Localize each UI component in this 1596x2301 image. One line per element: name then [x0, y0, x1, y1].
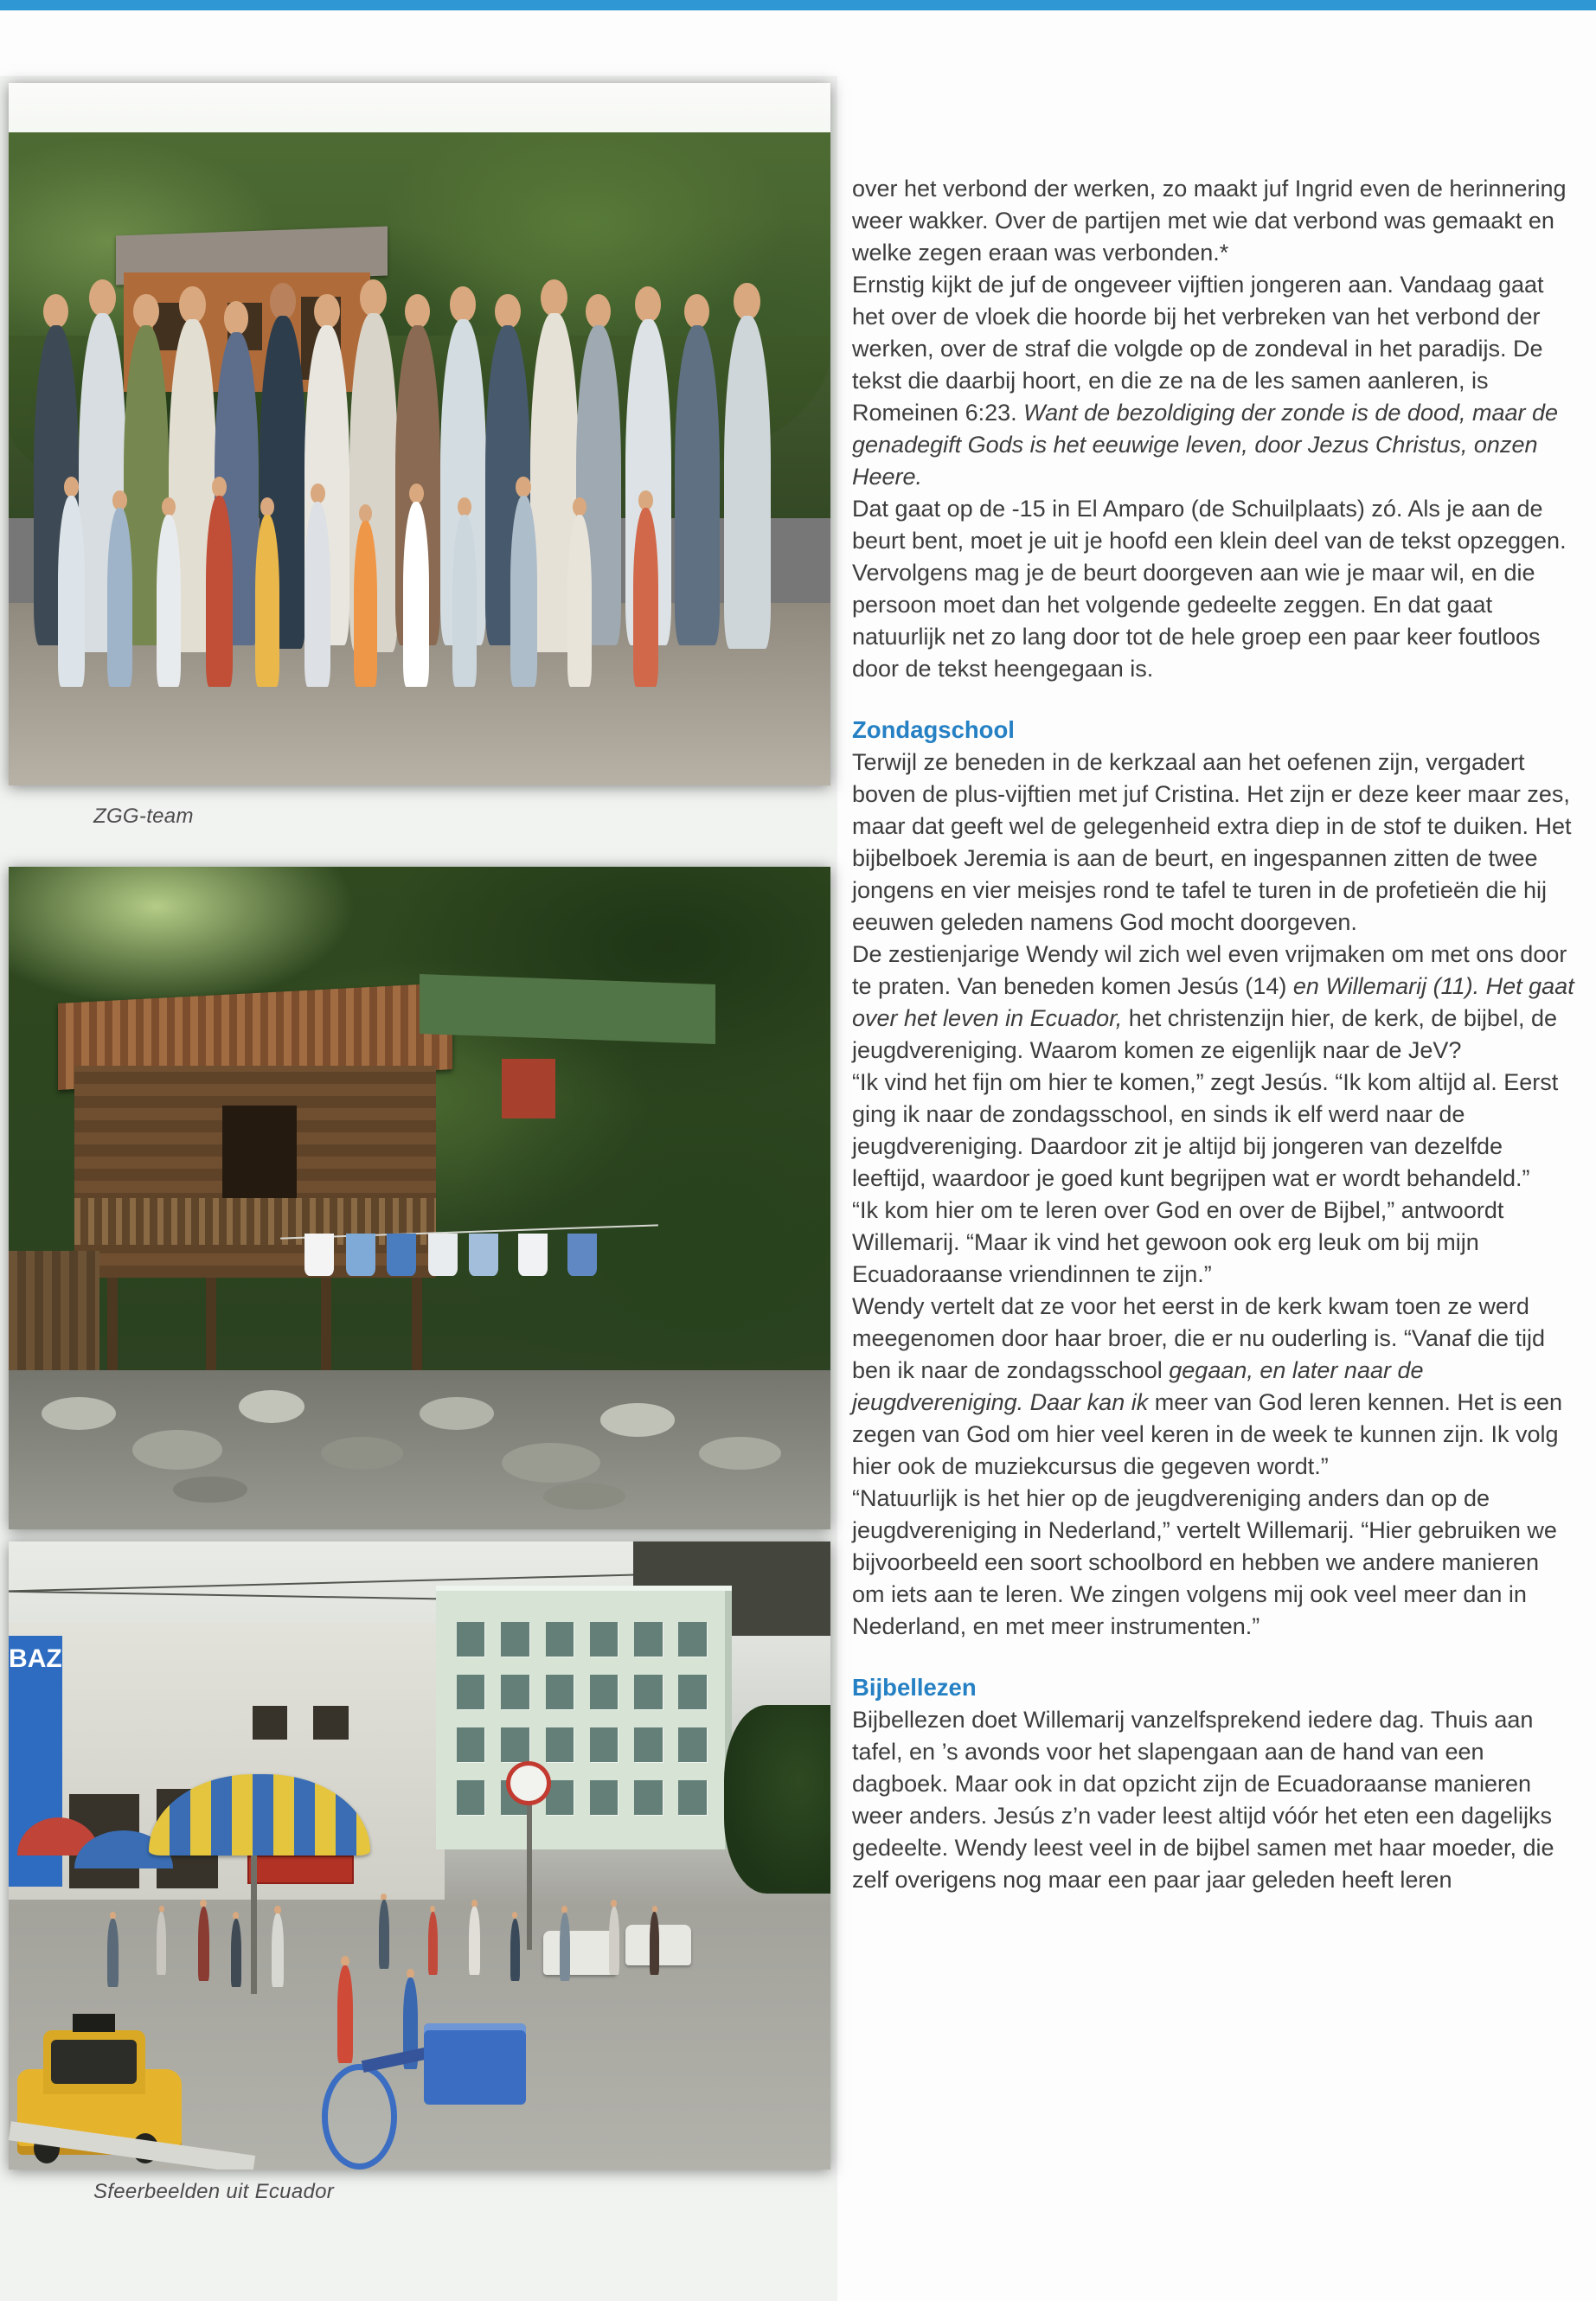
person-head — [359, 504, 372, 522]
person-body — [304, 502, 330, 687]
person-body — [469, 1907, 480, 1975]
person-body — [650, 1912, 659, 1975]
person-head — [586, 294, 611, 330]
photo-panel — [0, 76, 837, 2301]
stone — [321, 1437, 403, 1470]
person-body — [107, 1919, 119, 1987]
person-figure — [272, 1906, 284, 1987]
person-figure — [469, 1900, 480, 1975]
person-head — [638, 490, 652, 510]
person-head — [635, 286, 661, 322]
text-run: Dat gaat op de -15 in El Amparo (de Schuilplaats) zó. Als je aan de beurt bent, moet je uit je hoofd een klein deel van de tekst opzeggen. Vervolgens mag je de beurt doorgeven aan wie je maar wil, en die persoon moet dan het volgende gedeelte zeggen. En dat gaat natuurlijk net zo lang door tot de hele groep een paar keer foutloos door de tekst heengegaan is. — [852, 496, 1567, 682]
cart-box — [424, 2023, 526, 2105]
person-figure — [255, 497, 279, 687]
person-head — [133, 294, 158, 330]
taxi-cabin — [43, 2030, 145, 2093]
person-body — [675, 325, 720, 644]
person-head — [260, 497, 274, 516]
person-figure — [650, 1906, 659, 1975]
text-run: Ernstig kijkt de juf de ongeveer vijftien jongeren aan. Vandaag gaat het over de vloek die hoorde bij het verbreken van het verbond der werken, over de straf die volgde op de zondeval in het paradijs. De tekst die daarbij hoort, en die ze na de les samen aanleren, is Romeinen 6:23. — [852, 272, 1544, 426]
person-figure — [379, 1894, 390, 1969]
article-paragraph — [852, 1483, 1577, 1643]
ecuador-street-photo — [9, 1541, 830, 2170]
person-body — [206, 496, 233, 688]
person-figure — [510, 477, 537, 688]
person-figure — [206, 477, 233, 688]
person-head — [112, 490, 126, 510]
person-body — [58, 496, 85, 688]
stone — [502, 1443, 600, 1483]
text-run: “Ik kom hier om te leren over God en over de Bijbel,” antwoordt Willemarij. “Maar ik vind het gewoon ook erg leuk om bij mijn Ecuadoraanse vriendinnen te zijn.” — [852, 1197, 1504, 1287]
person-figure — [510, 1912, 520, 1981]
taxi-window — [51, 2040, 137, 2084]
person-body — [255, 515, 279, 688]
text-run: Wendy vertelt dat ze voor het eerst in de kerk kwam toen ze werd meegenomen door haar broer, die er nu ouderling is. “Vanaf die tijd ben ik naar de zondagsschool — [852, 1293, 1545, 1383]
text-run: Terwijl ze beneden in de kerkzaal aan het oefenen zijn, vergadert boven de plus-vijftien met juf Cristina. Het zijn er deze keer maar zes, maar dat geeft wel de gelegenheid extra diep in de stof te duiken. Het bijbelboek Jeremia is aan de beurt, en ingespannen zitten de twee jongens en vier meisjes rond te tafel te turen in de profetieën die hij eeuwen geleden namens God mocht doorgeven. — [852, 749, 1572, 935]
person-body — [231, 1919, 242, 1987]
person-body — [567, 515, 592, 688]
stone — [42, 1397, 116, 1430]
text-run: meer van God leren kennen. Het is een zegen van God om hier veel keren in de week te kunnen zijn. Ik volg hier ook de muziekcursus die gegeven wordt.” — [852, 1389, 1562, 1479]
person-figure — [675, 294, 720, 645]
person-figure — [567, 497, 592, 687]
person-head — [224, 301, 249, 336]
article-paragraph — [852, 939, 1577, 1067]
person-head — [458, 497, 471, 516]
person-body — [510, 496, 537, 688]
person-head — [360, 279, 387, 317]
person-head — [450, 286, 476, 322]
stones — [9, 867, 830, 1529]
person-figure — [198, 1900, 210, 1981]
stone — [173, 1477, 247, 1503]
blue-shop-sign: BAZ — [9, 1636, 62, 1887]
top-blue-bar — [0, 0, 1596, 10]
italic-text-run: gegaan, en later naar de jeugdvereniging. Daar kan ik — [852, 1357, 1424, 1415]
article-paragraph — [852, 173, 1577, 269]
article-paragraph — [852, 269, 1577, 493]
person-figure — [107, 490, 132, 687]
person-head — [89, 279, 116, 317]
person-body — [157, 1912, 166, 1975]
person-figure — [157, 1906, 166, 1975]
article-paragraph — [852, 1195, 1577, 1291]
person-head — [541, 279, 567, 317]
person-head — [573, 497, 586, 516]
italic-text-run: en Willemarij (11). Het gaat over het leven in Ecuador, — [852, 973, 1574, 1031]
person-head — [405, 294, 430, 330]
ecuador-village-photo — [9, 867, 830, 1529]
photo-caption-zgg-team: ZGG-team — [93, 804, 194, 828]
person-head — [409, 484, 424, 504]
photo-caption-sfeerbeelden: Sfeerbeelden uit Ecuador — [93, 2180, 335, 2203]
person-figure — [724, 283, 771, 648]
article-paragraph — [852, 493, 1577, 685]
text-run: Bijbellezen — [852, 1674, 977, 1701]
stone — [699, 1437, 781, 1470]
stone — [600, 1403, 675, 1436]
italic-text-run: Want de bezoldiging der zonde is de dood, maar de genadegift Gods is het eeuwige leven, door Jezus Christus, onzen Heere. — [852, 400, 1559, 490]
cart-wheel — [322, 2064, 397, 2170]
person-head — [516, 477, 531, 497]
text-run: het christenzijn hier, de kerk, de bijbel, de jeugdvereniging. Waarom komen ze eigenlijk naar de JeV? — [852, 1005, 1557, 1063]
article-paragraph — [852, 747, 1577, 939]
person-head — [495, 294, 520, 330]
blue-tricycle-cart — [313, 2000, 535, 2170]
person-body — [609, 1907, 620, 1975]
person-body — [157, 515, 181, 688]
person-head — [43, 294, 68, 330]
person-figure — [609, 1900, 620, 1975]
person-figure — [304, 484, 330, 687]
person-figure — [58, 477, 85, 688]
person-head — [162, 497, 176, 516]
person-head — [64, 477, 80, 497]
person-figure — [403, 484, 429, 687]
person-head — [684, 294, 709, 330]
person-figure — [157, 497, 181, 687]
text-run: “Ik vind het fijn om hier te komen,” zegt Jesús. “Ik kom altijd al. Eerst ging ik naar de zondagsschool, en sinds ik elf werd naar de jeugdvereniging. Daardoor zit je altijd bij jongeren van dezelfde leeftijd, waardoor je goed kunt begrijpen wat er wordt behandeld.” — [852, 1069, 1559, 1191]
stone — [132, 1430, 223, 1470]
text-run: Bijbellezen doet Willemarij vanzelfsprekend iedere dag. Thuis aan tafel, en ’s avonds voor het slapengaan aan de hand van een dagboek. Maar ook in dat opzicht zijn de Ecuadoraanse manieren weer anders. Jesús z’n vader leest altijd vóór het eten een dagelijks gedeelte. Wendy leest veel in de bijbel samen met haar moeder, die zelf overigens nog maar een paar jaar geleden heeft leren — [852, 1707, 1554, 1893]
text-run: over het verbond der werken, zo maakt juf Ingrid even de herinnering weer wakker. Over de partijen met wie dat verbond was gemaakt en welke zegen eraan was verbonden.* — [852, 176, 1567, 266]
person-head — [270, 283, 296, 319]
section-heading — [852, 1671, 1577, 1704]
person-figure — [428, 1906, 438, 1975]
text-run: “Natuurlijk is het hier op de jeugdvereniging anders dan op de jeugdvereniging in Nederland,” vertelt Willemarij. “Hier gebruiken we bijvoorbeeld een soort schoolbord en hebben we andere manieren om iets aan te leren. We zingen volgens mij ook veel meer dan in Nederland, en met meer instrumenten.” — [852, 1485, 1557, 1639]
person-body — [198, 1907, 210, 1981]
person-figure — [452, 497, 477, 687]
stone — [543, 1483, 625, 1509]
taxi-roof-sign — [73, 2014, 115, 2032]
person-figure — [354, 504, 377, 687]
section-heading — [852, 714, 1577, 747]
article-paragraph — [852, 1291, 1577, 1483]
person-head — [734, 283, 760, 319]
stone — [420, 1397, 494, 1430]
person-body — [510, 1919, 520, 1982]
person-head — [311, 484, 325, 504]
person-body — [428, 1912, 438, 1975]
person-head — [314, 294, 339, 330]
person-figure — [560, 1906, 571, 1981]
person-figure — [633, 490, 658, 687]
zgg-team-photo — [9, 83, 830, 785]
people-group — [9, 83, 830, 785]
article-body — [852, 173, 1577, 1896]
person-body — [354, 521, 377, 687]
person-head — [179, 286, 205, 323]
stone — [239, 1390, 304, 1423]
person-figure — [107, 1912, 119, 1987]
article-paragraph — [852, 1704, 1577, 1896]
text-run: Zondagschool — [852, 716, 1015, 743]
person-body — [403, 502, 429, 687]
person-figure — [231, 1912, 242, 1987]
person-body — [272, 1913, 284, 1988]
person-body — [452, 515, 477, 688]
article-paragraph — [852, 1067, 1577, 1195]
person-body — [379, 1900, 390, 1968]
person-body — [724, 316, 771, 648]
person-body — [560, 1913, 571, 1981]
person-body — [633, 508, 658, 687]
text-run: De zestienjarige Wendy wil zich wel even vrijmaken om met ons door te praten. Van beneden komen Jesús (14) — [852, 941, 1567, 999]
person-body — [107, 508, 132, 687]
person-head — [212, 477, 228, 497]
